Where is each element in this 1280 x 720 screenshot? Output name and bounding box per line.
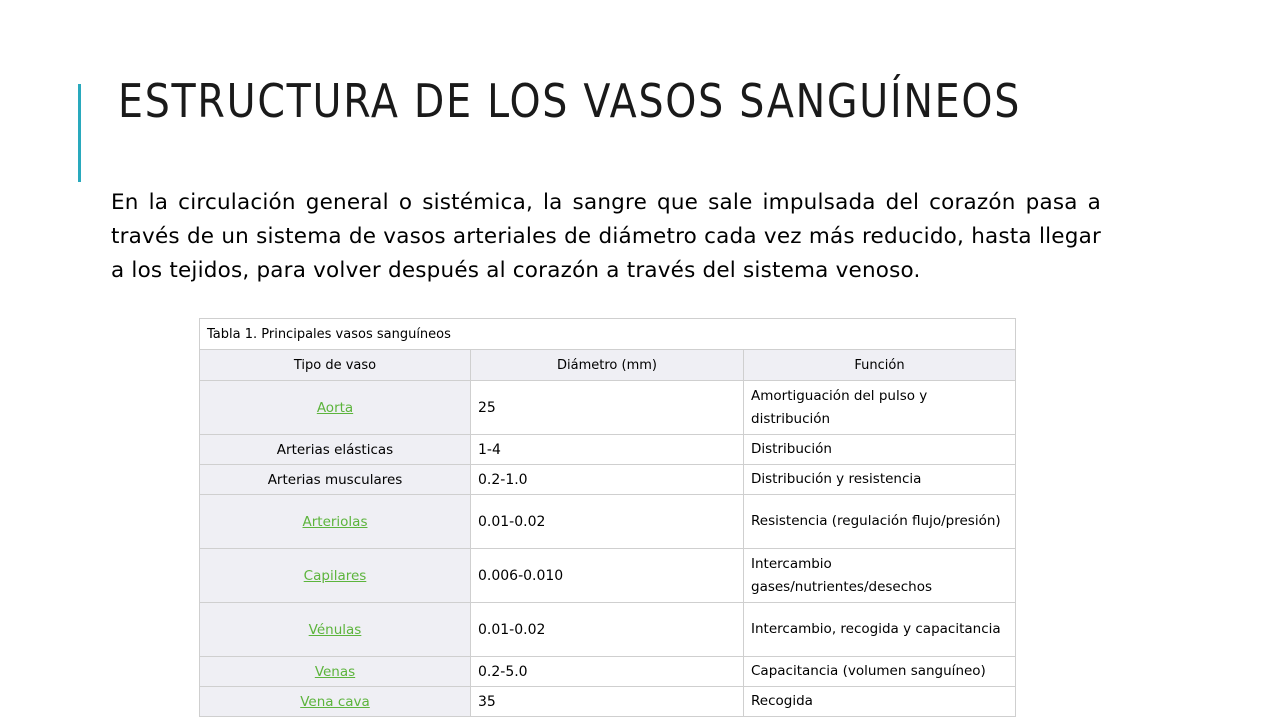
table-caption: Tabla 1. Principales vasos sanguíneos xyxy=(200,319,1016,350)
table-caption-row xyxy=(200,319,1016,350)
table-header-row xyxy=(200,350,1016,381)
table-row xyxy=(200,435,1016,465)
function-cell: Distribución xyxy=(744,435,1016,465)
vessel-type-cell xyxy=(200,465,471,495)
diameter-cell: 1-4 xyxy=(471,435,744,465)
slide-title: ESTRUCTURA DE LOS VASOS SANGUÍNEOS xyxy=(118,74,1022,128)
header-diameter: Diámetro (mm) xyxy=(471,350,744,381)
table-row xyxy=(200,603,1016,657)
vessel-type-cell xyxy=(200,687,471,717)
vessel-type-cell xyxy=(200,603,471,657)
vessel-type-cell xyxy=(200,549,471,603)
vessel-type-link[interactable]: Vénulas xyxy=(308,621,362,638)
vessels-table xyxy=(199,318,1016,717)
diameter-cell: 0.01-0.02 xyxy=(471,495,744,549)
function-cell: Distribución y resistencia xyxy=(744,465,1016,495)
vessel-type-link[interactable]: Arteriolas xyxy=(302,513,368,530)
table-row xyxy=(200,381,1016,435)
function-cell: Intercambio gases/nutrientes/desechos xyxy=(744,549,1016,603)
diameter-cell: 0.2-1.0 xyxy=(471,465,744,495)
vessel-type-label: Arterias elásticas xyxy=(276,441,394,458)
diameter-cell: 0.006-0.010 xyxy=(471,549,744,603)
vessel-type-link[interactable]: Capilares xyxy=(303,567,367,584)
vessel-type-cell xyxy=(200,657,471,687)
vessel-type-link[interactable]: Venas xyxy=(314,663,356,680)
diameter-cell: 25 xyxy=(471,381,744,435)
intro-paragraph: En la circulación general o sistémica, la sangre que sale impulsada del corazón pasa a través de un sistema de vasos arteriales de diámetro cada vez más reducido, hasta llegar a los tejidos, para volver después al corazón a través del sistema venoso. xyxy=(111,190,1101,283)
table-row xyxy=(200,687,1016,717)
function-cell: Capacitancia (volumen sanguíneo) xyxy=(744,657,1016,687)
vessel-type-cell xyxy=(200,435,471,465)
vessel-type-cell xyxy=(200,381,471,435)
table-row xyxy=(200,465,1016,495)
vessel-type-label: Arterias musculares xyxy=(267,471,403,488)
function-cell: Amortiguación del pulso y distribución xyxy=(744,381,1016,435)
table-row xyxy=(200,549,1016,603)
vessel-type-cell xyxy=(200,495,471,549)
table-row xyxy=(200,495,1016,549)
header-function: Función xyxy=(744,350,1016,381)
vessel-type-link[interactable]: Vena cava xyxy=(300,693,370,710)
diameter-cell: 35 xyxy=(471,687,744,717)
table-row xyxy=(200,657,1016,687)
function-cell: Recogida xyxy=(744,687,1016,717)
function-cell: Resistencia (regulación flujo/presión) xyxy=(744,495,1016,549)
diameter-cell: 0.01-0.02 xyxy=(471,603,744,657)
accent-bar xyxy=(78,84,81,182)
header-type: Tipo de vaso xyxy=(200,350,471,381)
diameter-cell: 0.2-5.0 xyxy=(471,657,744,687)
vessel-type-link[interactable]: Aorta xyxy=(316,399,354,416)
function-cell: Intercambio, recogida y capacitancia xyxy=(744,603,1016,657)
